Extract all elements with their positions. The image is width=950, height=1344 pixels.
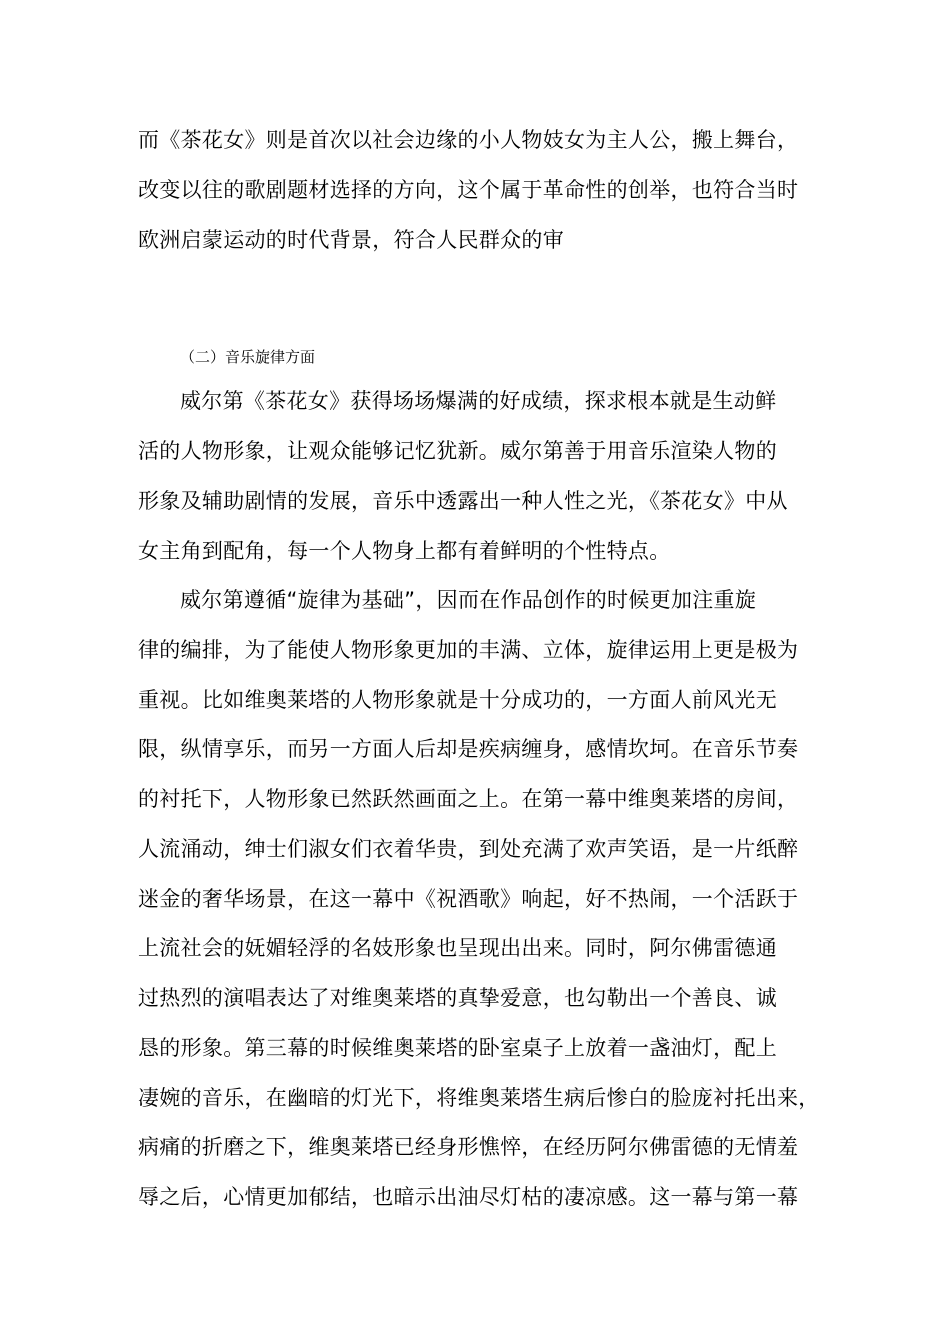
paragraph2-line-6: 人流涌动，绅士们淑女们衣着华贵，到处充满了欢声笑语，是一片纸醉: [138, 837, 799, 861]
paragraph1-line-1: 威尔第《茶花女》获得场场爆满的好成绩，探求根本就是生动鲜: [180, 389, 777, 413]
paragraph2-line-9: 过热烈的演唱表达了对维奥莱塔的真挚爱意，也勾勒出一个善良、诚: [138, 986, 777, 1010]
paragraph1-line-4: 女主角到配角，每一个人物身上都有着鲜明的个性特点。: [138, 539, 671, 563]
intro-line-3: 欧洲启蒙运动的时代背景，符合人民群众的审: [138, 228, 564, 252]
paragraph1-line-2: 活的人物形象，让观众能够记忆犹新。威尔第善于用音乐渲染人物的: [138, 439, 777, 463]
paragraph1-line-3: 形象及辅助剧情的发展，音乐中透露出一种人性之光，《茶花女》中从: [138, 489, 788, 513]
paragraph2-line-11: 凄婉的音乐，在幽暗的灯光下，将维奥莱塔生病后惨白的脸庞衬托出来，: [138, 1086, 820, 1110]
paragraph2-line-10: 恳的形象。第三幕的时候维奥莱塔的卧室桌子上放着一盏油灯，配上: [138, 1036, 777, 1060]
paragraph2-line-8: 上流社会的妩媚轻浮的名妓形象也呈现出出来。同时，阿尔佛雷德通: [138, 936, 777, 960]
paragraph2-line-13: 辱之后，心情更加郁结，也暗示出油尽灯枯的凄凉感。这一幕与第一幕: [138, 1185, 799, 1209]
section-heading: （二）音乐旋律方面: [180, 348, 316, 366]
paragraph2-line-2: 律的编排，为了能使人物形象更加的丰满、立体，旋律运用上更是极为: [138, 638, 799, 662]
intro-line-2: 改变以往的歌剧题材选择的方向，这个属于革命性的创举，也符合当时: [138, 178, 799, 202]
paragraph2-line-1: 威尔第遵循“旋律为基础”，因而在作品创作的时候更加注重旋: [180, 588, 757, 612]
paragraph2-line-7: 迷金的奢华场景，在这一幕中《祝酒歌》响起，好不热闹，一个活跃于: [138, 887, 799, 911]
paragraph2-line-3: 重视。比如维奥莱塔的人物形象就是十分成功的，一方面人前风光无: [138, 688, 777, 712]
paragraph2-line-5: 的衬托下，人物形象已然跃然画面之上。在第一幕中维奥莱塔的房间，: [138, 787, 799, 811]
paragraph2-line-4: 限，纵情享乐，而另一方面人后却是疾病缠身，感情坎坷。在音乐节奏: [138, 737, 799, 761]
intro-line-1: 而《茶花女》则是首次以社会边缘的小人物妓女为主人公，搬上舞台，: [138, 128, 799, 152]
paragraph2-line-12: 病痛的折磨之下，维奥莱塔已经身形憔悴，在经历阿尔佛雷德的无情羞: [138, 1135, 799, 1159]
